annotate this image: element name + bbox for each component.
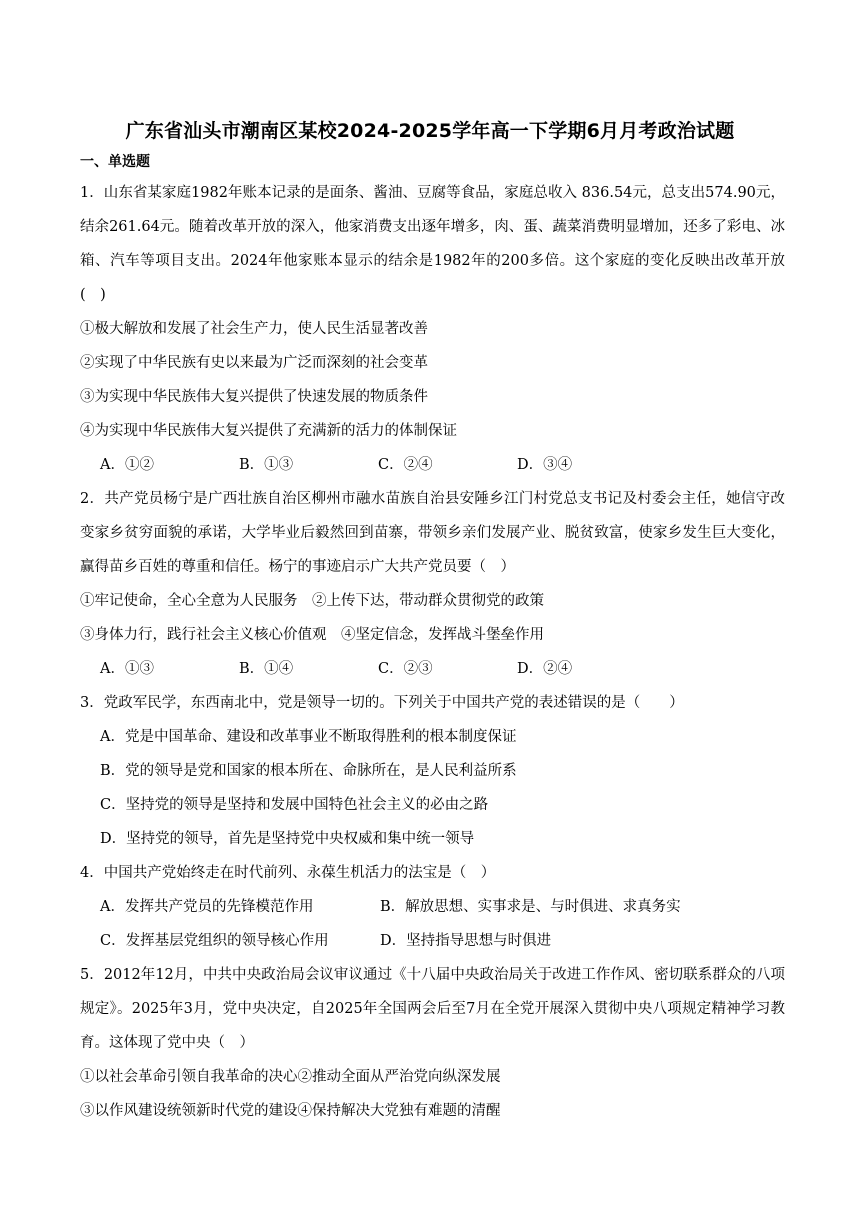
answer-options — [80, 448, 785, 482]
statement: ①极大解放和发展了社会生产力，使人民生活显著改善 — [80, 321, 428, 337]
option-b: B．①④ — [239, 661, 294, 677]
statement: ③身体力行，践行社会主义核心价值观 ④坚定信念，发挥战斗堡垒作用 — [80, 627, 544, 643]
question-1 — [80, 176, 785, 482]
option-d: D．坚持党的领导，首先是坚持党中央权威和集中统一领导 — [100, 831, 475, 847]
question-list — [80, 176, 785, 1128]
option-d: D．坚持指导思想与时俱进 — [380, 933, 552, 949]
question-stem: 4．中国共产党始终走在时代前列、永葆生机活力的法宝是（ ） — [80, 865, 496, 881]
option-a: A．①③ — [100, 661, 154, 677]
option-b: B．党的领导是党和国家的根本所在、命脉所在，是人民利益所系 — [100, 763, 517, 779]
question-4 — [80, 856, 785, 958]
statement: ④为实现中华民族伟大复兴提供了充满新的活力的体制保证 — [80, 423, 457, 439]
answer-options — [80, 652, 785, 686]
option-c: C．坚持党的领导是坚持和发展中国特色社会主义的必由之路 — [100, 797, 489, 813]
option-c: C．②④ — [378, 457, 433, 473]
statement: ③为实现中华民族伟大复兴提供了快速发展的物质条件 — [80, 389, 428, 405]
statement: ①牢记使命，全心全意为人民服务 ②上传下达，带动群众贯彻党的政策 — [80, 593, 544, 609]
option-a: A．党是中国革命、建设和改革事业不断取得胜利的根本制度保证 — [100, 729, 517, 745]
question-5 — [80, 958, 785, 1128]
statement: ③以作风建设统领新时代党的建设④保持解决大党独有难题的清醒 — [80, 1103, 501, 1119]
question-stem: 5．2012年12月，中共中央政治局会议审议通过《十八届中央政治局关于改进工作作风、密切联系群众的八项规定》。2025年3月，党中央决定，自2025年全国两会后至7月在全党开展深入贯彻中央八项规定精神学习教育。这体现了党中央（ ） — [80, 967, 785, 1051]
question-2 — [80, 482, 785, 686]
question-stem: 1．山东省某家庭1982年账本记录的是面条、酱油、豆腐等食品，家庭总收入 836.54元，总支出574.90元，结余261.64元。随着改革开放的深入，他家消费支出逐年增多，肉、蛋、蔬菜消费明显增加，还多了彩电、冰箱、汽车等项目支出。2024年他家账本显示的结余是1982年的200多倍。这个家庭的变化反映出改革开放( ) — [80, 185, 785, 303]
answer-options — [80, 890, 785, 958]
option-b: B．①③ — [239, 457, 294, 473]
option-c: C．发挥基层党组织的领导核心作用 — [100, 933, 329, 949]
option-c: C．②③ — [378, 661, 433, 677]
option-d: D．③④ — [517, 457, 573, 473]
section-heading: 一、单选题 — [80, 154, 150, 170]
option-a: A．发挥共产党员的先锋模范作用 — [100, 899, 314, 915]
answer-options — [80, 720, 785, 856]
question-stem: 2．共产党员杨宁是广西壮族自治区柳州市融水苗族自治县安陲乡江门村党总支书记及村委会主任，她信守改变家乡贫穷面貌的承诺，大学毕业后毅然回到苗寨，带领乡亲们发展产业、脱贫致富，使家乡发生巨大变化，赢得苗乡百姓的尊重和信任。杨宁的事迹启示广大共产党员要（ ） — [80, 491, 785, 575]
option-d: D．②④ — [517, 661, 573, 677]
page-title: 广东省汕头市潮南区某校2024-2025学年高一下学期6月月考政治试题 — [125, 120, 735, 142]
option-b: B．解放思想、实事求是、与时俱进、求真务实 — [380, 899, 681, 915]
option-a: A．①② — [100, 457, 154, 473]
statement: ①以社会革命引领自我革命的决心②推动全面从严治党向纵深发展 — [80, 1069, 501, 1085]
question-3 — [80, 686, 785, 856]
statement: ②实现了中华民族有史以来最为广泛而深刻的社会变革 — [80, 355, 428, 371]
question-stem: 3．党政军民学，东西南北中，党是领导一切的。下列关于中国共产党的表述错误的是（ ） — [80, 695, 684, 711]
